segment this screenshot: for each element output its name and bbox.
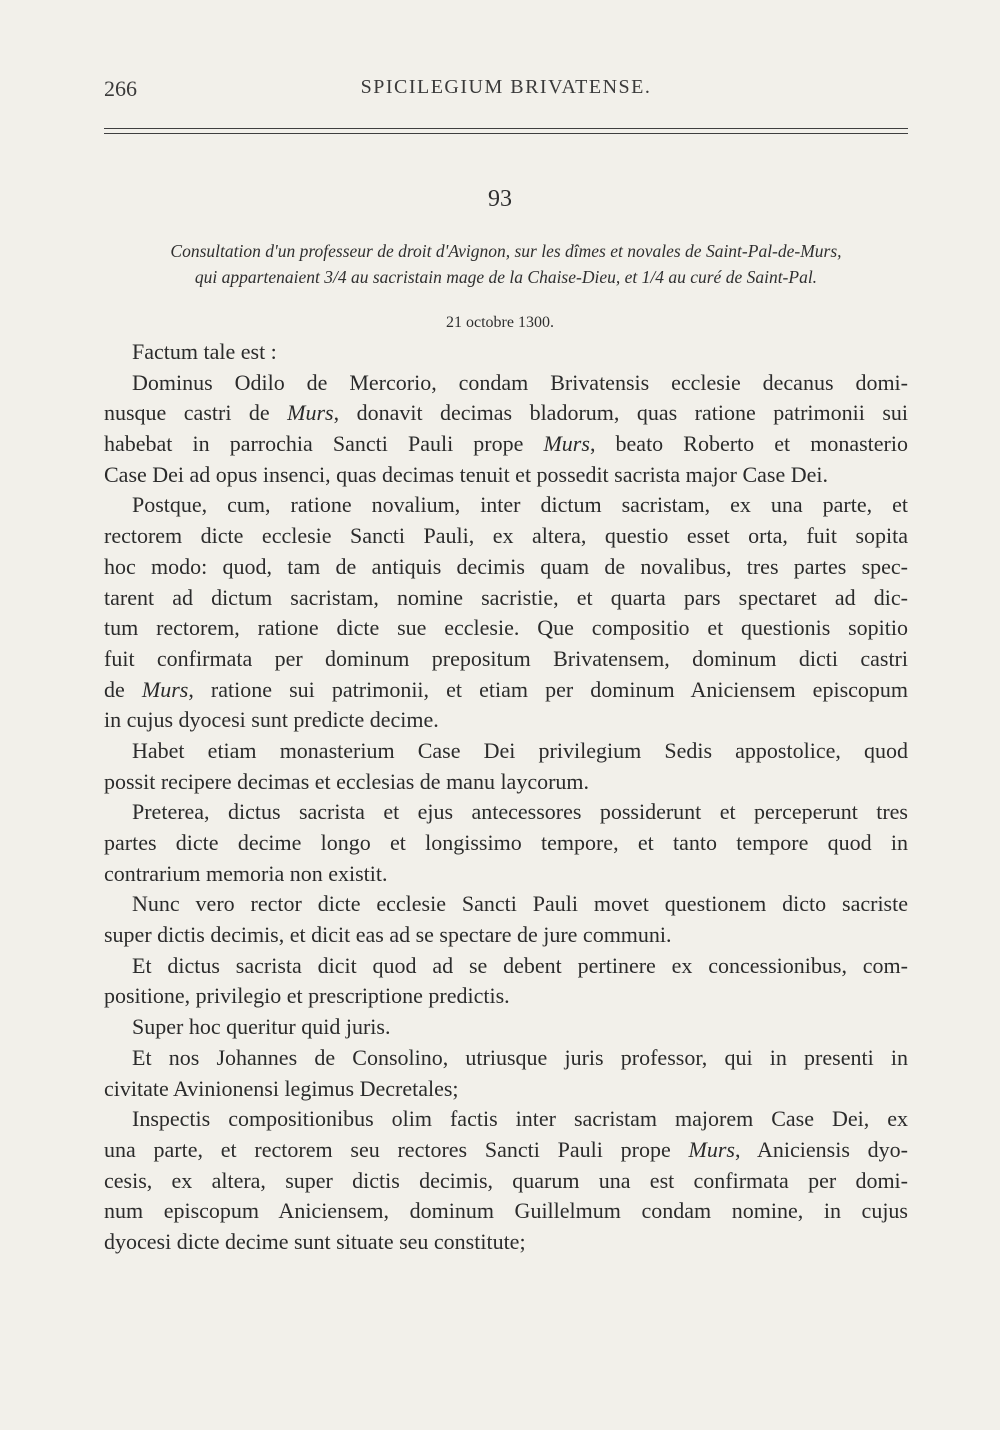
- italic-place-name: Murs: [688, 1136, 735, 1162]
- text-segment: Super hoc queritur quid juris.: [132, 1014, 391, 1040]
- text-segment: nusque castri de: [104, 400, 288, 426]
- text-line: [104, 736, 908, 767]
- page-header: [104, 76, 908, 104]
- text-segment: Nunc vero rector dicte ecclesie Sancti Pauli movet questionem dicto sacriste: [132, 891, 908, 917]
- text-line: [104, 1196, 908, 1227]
- text-segment: , beato Roberto et monasterio: [589, 431, 908, 457]
- text-line: [104, 705, 908, 736]
- text-line: [104, 1104, 908, 1135]
- text-line: [104, 1074, 908, 1105]
- text-segment: Dominus Odilo de Mercorio, condam Brivatensis ecclesie decanus domi-: [132, 369, 908, 395]
- page-number: 266: [104, 76, 137, 101]
- text-segment: possit recipere decimas et ecclesias de manu laycorum.: [104, 768, 590, 794]
- text-segment: fuit confirmata per dominum prepositum Brivatensem, dominum dicti castri: [104, 645, 908, 671]
- text-segment: in cujus dyocesi sunt predicte decime.: [104, 707, 439, 733]
- text-line: [104, 859, 908, 890]
- text-segment: Preterea, dictus sacrista et ejus antecessores possiderunt et perceperunt tres: [132, 799, 908, 825]
- text-line: [104, 490, 908, 521]
- text-line: [104, 521, 908, 552]
- text-segment: una parte, et rectorem seu rectores Sancti Pauli prope: [104, 1136, 689, 1162]
- text-segment: Et dictus sacrista dicit quod ad se debent pertinere ex concessionibus, com-: [132, 952, 908, 978]
- text-segment: civitate Avinionensi legimus Decretales;: [104, 1075, 459, 1101]
- text-line: [104, 368, 908, 399]
- text-line: [104, 1043, 908, 1074]
- text-segment: de: [104, 676, 142, 702]
- caption-line: qui appartenaient 3/4 au sacristain mage de la Chaise-Dieu, et 1/4 au curé de Saint-Pal.: [194, 267, 818, 287]
- text-segment: Factum tale est :: [132, 339, 277, 364]
- text-segment: tum rectorem, ratione dicte sue ecclesie. Que compositio et questionis sopitio: [104, 615, 908, 641]
- text-segment: contrarium memoria non existit.: [104, 860, 388, 886]
- text-segment: cesis, ex altera, super dictis decimis, quarum una est confirmata per domi-: [104, 1167, 908, 1193]
- text-segment: positione, privilegio et prescriptione predictis.: [104, 983, 510, 1009]
- text-line: [104, 675, 908, 706]
- document-date: 21 octobre 1300.: [446, 314, 554, 331]
- text-line: [104, 552, 908, 583]
- text-line: [104, 1135, 908, 1166]
- text-segment: , ratione sui patrimonii, et etiam per dominum Aniciensem episcopum: [188, 676, 909, 702]
- text-segment: num episcopum Aniciensem, dominum Guillelmum condam nomine, in cujus: [104, 1198, 908, 1224]
- document-caption: [104, 238, 908, 290]
- text-line: [104, 613, 908, 644]
- text-segment: , donavit decimas bladorum, quas ratione patrimonii sui: [333, 400, 908, 426]
- text-segment: rectorem dicte ecclesie Sancti Pauli, ex altera, questio esset orta, fuit sopita: [104, 523, 908, 549]
- text-line: [104, 398, 908, 429]
- document-number: 93: [488, 186, 512, 212]
- text-line: [104, 951, 908, 982]
- caption-line: Consultation d'un professeur de droit d'Avignon, sur les dîmes et novales de Saint-Pal-de-Murs,: [170, 241, 842, 261]
- text-line: [104, 889, 908, 920]
- text-segment: Habet etiam monasterium Case Dei privilegium Sedis appostolice, quod: [132, 737, 908, 763]
- text-line: [104, 797, 908, 828]
- italic-place-name: Murs: [141, 676, 189, 702]
- text-segment: super dictis decimis, et dicit eas ad se spectare de jure communi.: [104, 922, 672, 948]
- text-line: [104, 828, 908, 859]
- text-line: [104, 460, 908, 491]
- text-segment: Inspectis compositionibus olim factis inter sacristam majorem Case Dei, ex: [132, 1106, 908, 1132]
- text-segment: , Aniciensis dyo-: [734, 1136, 908, 1162]
- text-segment: habebat in parrochia Sancti Pauli prope: [104, 431, 544, 457]
- text-segment: tarent ad dictum sacristam, nomine sacristie, et quarta pars spectaret ad dic-: [104, 584, 908, 610]
- text-line: [104, 920, 908, 951]
- text-line: [104, 429, 908, 460]
- text-line: [104, 583, 908, 614]
- text-segment: partes dicte decime longo et longissimo tempore, et tanto tempore quod in: [104, 830, 908, 855]
- text-line: [104, 1227, 908, 1258]
- text-segment: dyocesi dicte decime sunt situate seu constitute;: [104, 1228, 526, 1254]
- text-segment: Et nos Johannes de Consolino, utriusque juris professor, qui in presenti in: [132, 1044, 908, 1070]
- running-title: SPICILEGIUM BRIVATENSE.: [360, 76, 652, 98]
- text-segment: hoc modo: quod, tam de antiquis decimis quam de novalibus, tres partes spec-: [104, 553, 908, 579]
- text-line: [104, 337, 908, 368]
- header-rule-top: [104, 128, 908, 129]
- text-segment: Postque, cum, ratione novalium, inter dictum sacristam, ex una parte, et: [132, 492, 908, 518]
- text-line: [104, 767, 908, 798]
- text-segment: Case Dei ad opus insenci, quas decimas tenuit et possedit sacrista major Case Dei.: [104, 461, 828, 487]
- text-line: [104, 1012, 908, 1043]
- text-line: [104, 644, 908, 675]
- body-text: [104, 337, 908, 1258]
- italic-place-name: Murs: [287, 400, 334, 426]
- text-line: [104, 1166, 908, 1197]
- italic-place-name: Murs: [543, 431, 590, 457]
- header-rule-bottom: [104, 133, 908, 134]
- text-line: [104, 981, 908, 1012]
